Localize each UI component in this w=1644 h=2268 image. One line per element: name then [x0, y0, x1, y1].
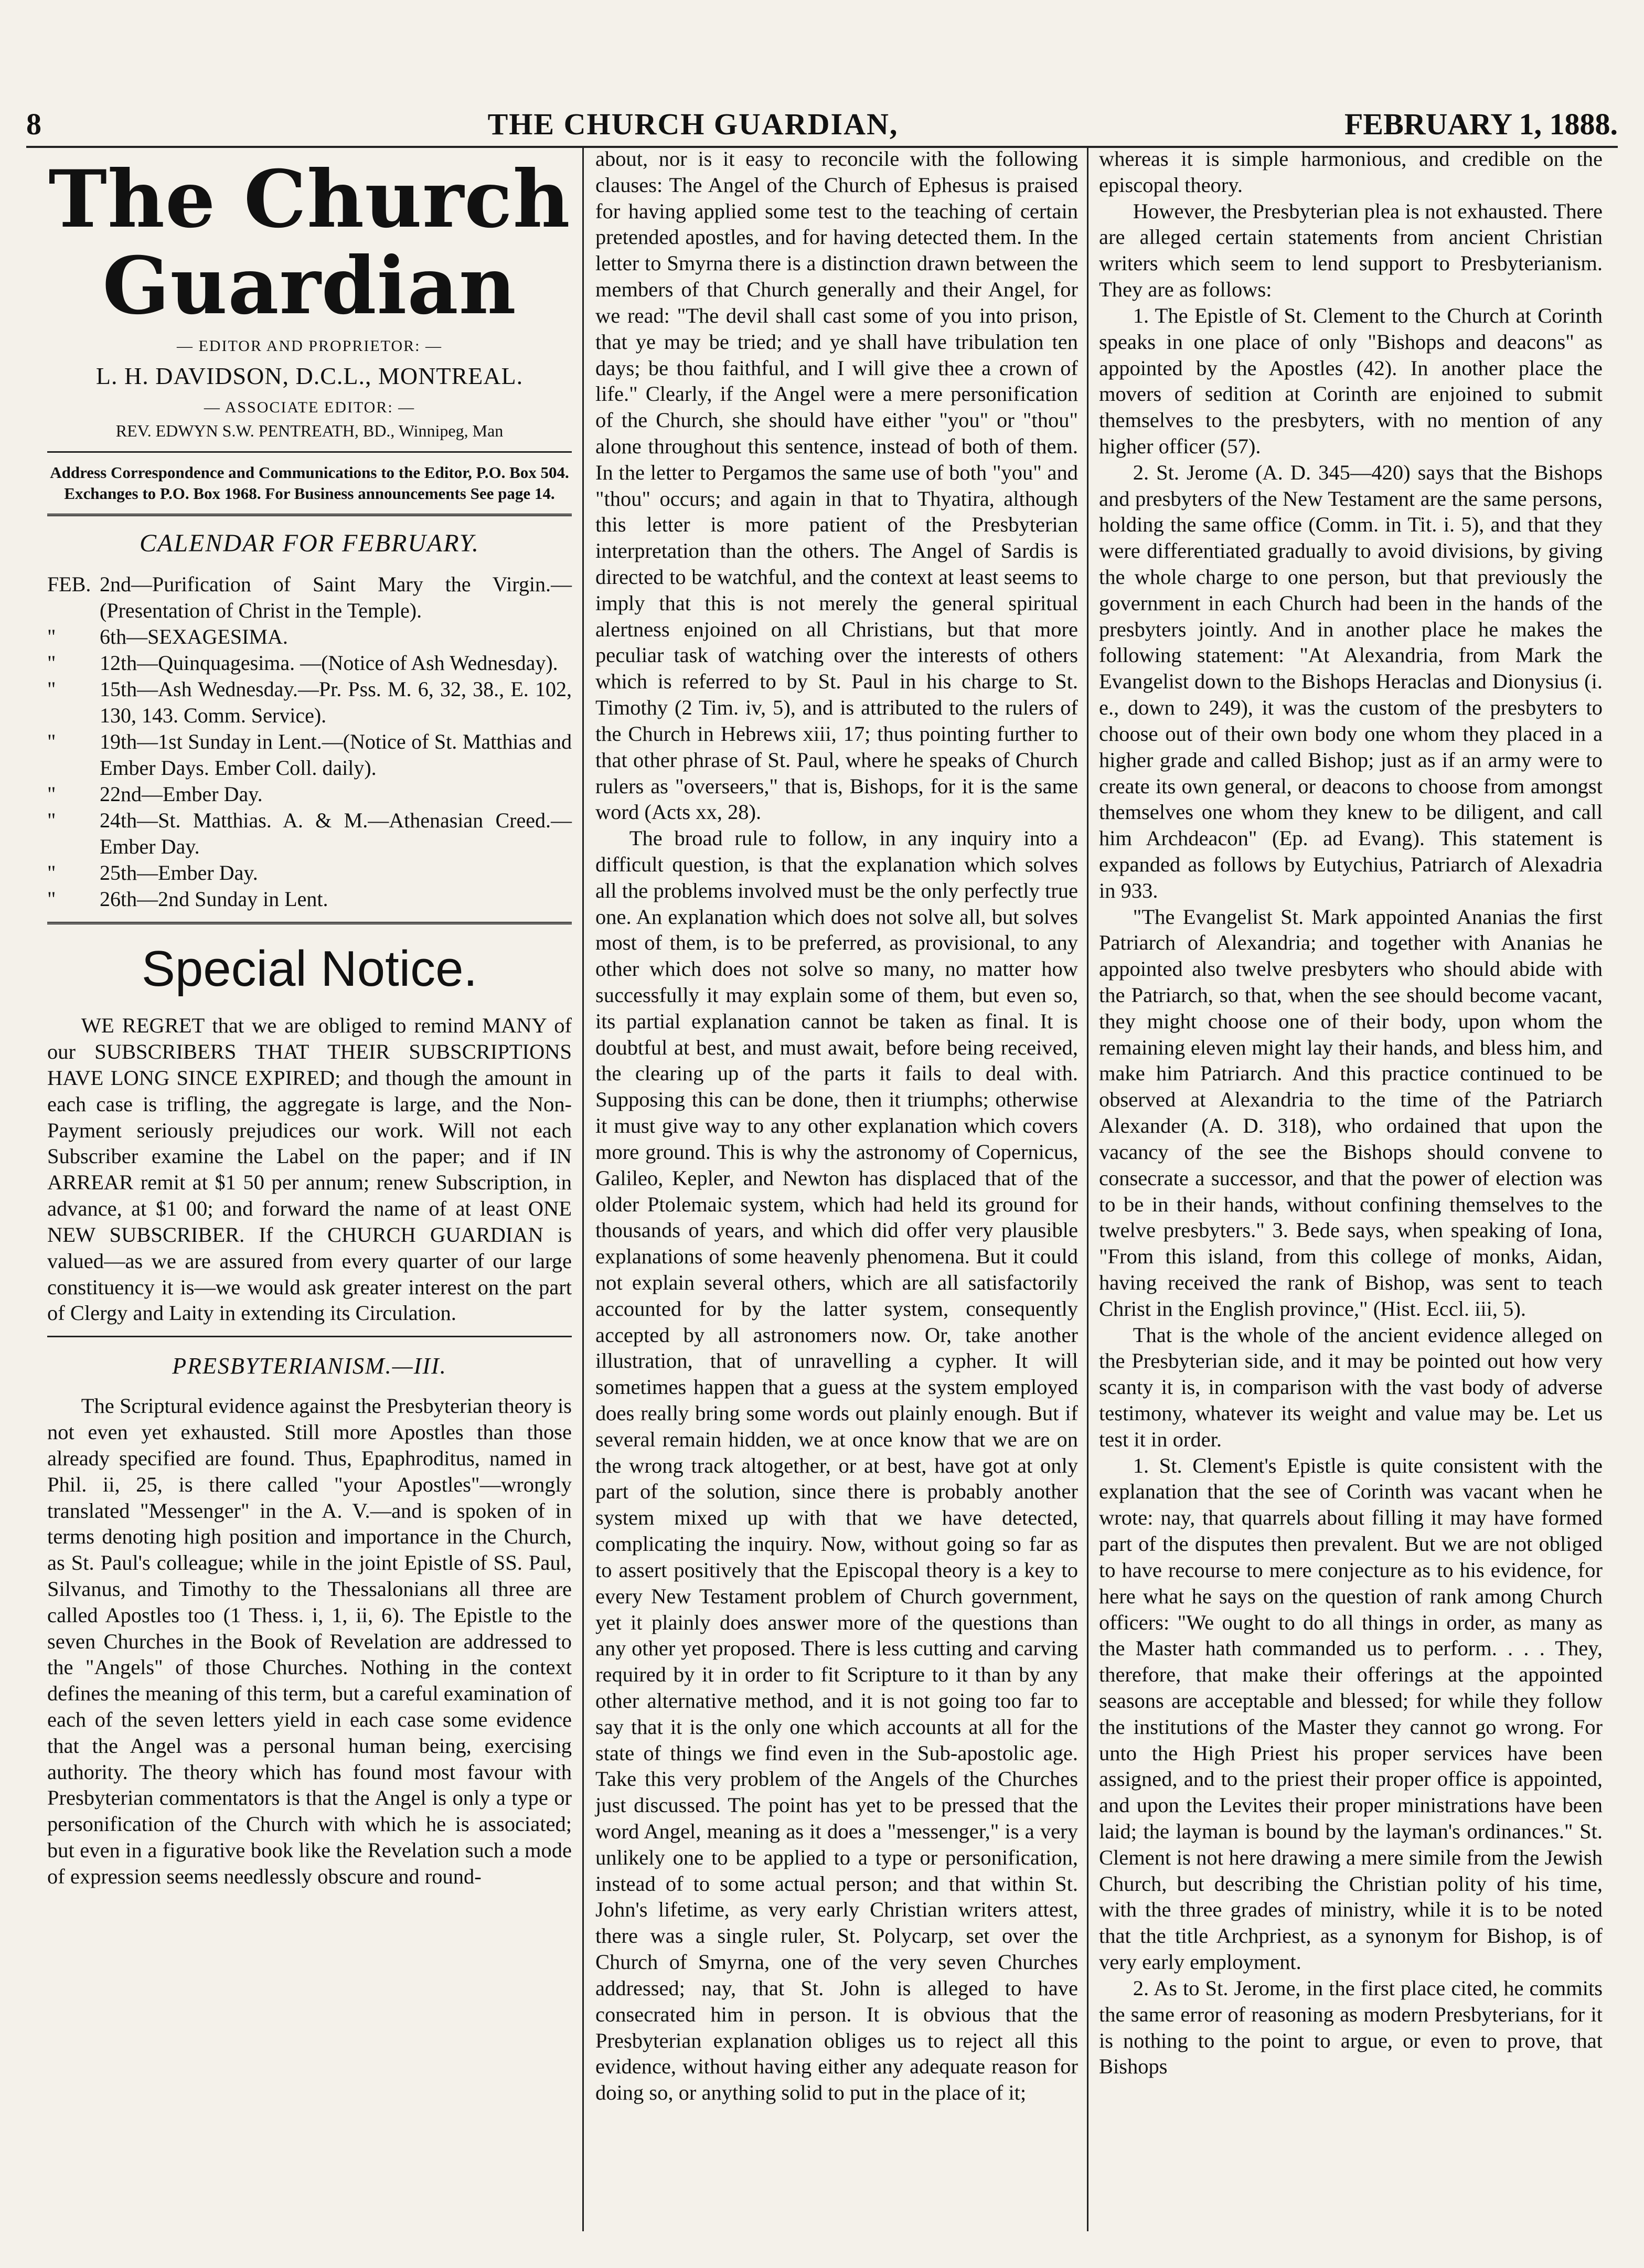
calendar-entry: " 26th—2nd Sunday in Lent.	[47, 887, 328, 911]
divider	[47, 1336, 572, 1337]
article-paragraph: 2. As to St. Jerome, in the first place cited, he commits the same error of reasoning as modern Presbyterians, for it is nothing to the point to argue, or even to prove, that Bishops	[1099, 1976, 1603, 2079]
calendar-entry: " 12th—Quinquagesima. —(Notice of Ash Wednesday).	[47, 651, 558, 675]
article-paragraph: "The Evangelist St. Mark appointed Ananias the first Patriarch of Alexandria; and together with Ananias he appointed also twelve presbyters who should abide with the Patriarch, so that, when the see should become vacant, they might choose one of their body, upon whom the remaining eleven might lay their hands, and bless him, and make him Patriarch. And this practice continued to be observed at Alexandria to the time of the Patriarch Alexander (A. D. 318), who ordained that upon the vacancy of the see the Bishops should convene to consecrate a successor, and that the power of election was to be in their hands, without confining themselves to the twelve presbyters." 3. Bede says, when speaking of Iona, "From this island, from this college of monks, Aidan, having received the rank of Bishop, was sent to teach Christ in the English province," (Hist. Eccl. iii, 5).	[1099, 904, 1603, 1321]
divider	[47, 514, 572, 516]
article-title: PRESBYTERIANISM.—III.	[172, 1353, 447, 1379]
column-rule	[1087, 146, 1088, 2231]
calendar-list	[47, 571, 572, 912]
editor-name: L. H. DAVIDSON, D.C.L., MONTREAL.	[95, 362, 524, 389]
address-notice: Address Correspondence and Communications to the Editor, P.O. Box 504. Exchanges to P.O. Box 1968. For Business announcements See page 14.	[50, 463, 569, 503]
calendar-entry: " 24th—St. Matthias. A. & M.—Athenasian Creed.—Ember Day.	[47, 808, 572, 859]
page-number: 8	[26, 107, 41, 141]
article-paragraph: whereas it is simple harmonious, and credible on the episcopal theory.	[1099, 147, 1603, 197]
article-paragraph: 1. St. Clement's Epistle is quite consistent with the explanation that the see of Corinth was vacant when he wrote: nay, that quarrels about filling it may have formed part of the disputes then prevalent. But we are not obliged to have recourse to mere conjecture as to his evidence, for here what he says on the question of rank among Church officers: "We ought to do all things in order, as many as the Master hath commanded us to perform. . . . They, therefore, that make their offerings at the appointed seasons are acceptable and blessed; for while they follow the institutions of the Master they cannot go wrong. For unto the High Priest his proper services have been assigned, and to the priest their proper office is appointed, and upon the Levites their proper ministrations have been laid; the layman is bound by the layman's ordinances." St. Clement is not here drawing a mere simile from the Jewish Church, but describing the Christian polity of his time, with the three grades of ministry, while it is to be noted that the title Archpriest, as a synonym for Bishop, is of very early employment.	[1099, 1453, 1603, 1974]
assoc-editor-name: REV. EDWYN S.W. PENTREATH, BD., Winnipeg, Man	[115, 421, 504, 441]
issue-date: FEBRUARY 1, 1888.	[1344, 107, 1618, 141]
calendar-entry: " 19th—1st Sunday in Lent.—(Notice of St. Matthias and Ember Days. Ember Coll. daily).	[47, 730, 572, 780]
calendar-title: CALENDAR FOR FEBRUARY.	[140, 529, 479, 558]
calendar-entry: " 15th—Ash Wednesday.—Pr. Pss. M. 6, 32, 38., E. 102, 130, 143. Comm. Service).	[47, 677, 572, 728]
editor-label: — EDITOR AND PROPRIETOR: —	[177, 337, 442, 355]
article-paragraph: 1. The Epistle of St. Clement to the Church at Corinth speaks in one place of only "Bishops and deacons" as appointed by the Apostles (42). In another place the movers of sedition at Corinth are enjoined to submit themselves to the presbyters, with no mention of any higher officer (57).	[1099, 303, 1603, 458]
column-1	[47, 146, 572, 2231]
calendar-entry: " 25th—Ember Day.	[47, 861, 258, 885]
article-paragraph: The Scriptural evidence against the Presbyterian theory is not even yet exhausted. Still more Apostles than those already specified are found. Thus, Epaphroditus, named in Phil. ii, 25, is there called "your Apostles"—wrongly translated "Messenger" in the A. V.—and is spoken of in terms denoting high position and importance in the Church, as St. Paul's colleague; while in the joint Epistle of SS. Paul, Silvanus, and Timothy to the Thessalonians all three are called Apostles too (1 Thess. i, 1, ii, 6). The Epistle to the seven Churches in the Book of Revelation are addressed to the "Angels" of those Churches. Nothing in the context defines the meaning of this term, but a careful examination of each of the seven letters yield in each case some evidence that the Angel was a personal human being, exercising authority. The theory which has found most favour with Presbyterian commentators is that the Angel is only a type or personification of the Church with which he is associated; but even in a figurative book like the Revelation such a mode of expression seems needlessly obscure and round-	[47, 1394, 572, 1888]
paper-name: THE CHURCH GUARDIAN,	[487, 107, 899, 141]
masthead-title: The Church Guardian	[48, 153, 571, 332]
running-header	[26, 84, 1618, 148]
special-notice-title: Special Notice.	[141, 941, 478, 997]
divider	[47, 922, 572, 924]
column-3	[1099, 146, 1603, 2231]
calendar-entry: " 6th—SEXAGESIMA.	[47, 625, 288, 649]
divider	[47, 451, 572, 453]
article-paragraph: That is the whole of the ancient evidence alleged on the Presbyterian side, and it may be pointed out how very scanty it is, in comparison with the vast body of adverse testimony, whatever its weight and value may be. Let us test it in order.	[1099, 1323, 1603, 1451]
article-paragraph: about, nor is it easy to reconcile with the following clauses: The Angel of the Church of Ephesus is praised for having applied some test to the teaching of certain pretended apostles, and for having detected them. In the letter to Smyrna there is a distinction drawn between the members of that Church generally and their Angel, for we read: "The devil shall cast some of you into prison, that ye may be tried; and ye shall have tribulation ten days; be thou faithful, and I will give thee a crown of life." Clearly, if the Angel were a mere personification of the Church, she should have either "you" or "thou" alone throughout this sentence, instead of both of them. In the letter to Pergamos the same use of both "you" and "thou" occurs; and again in that to Thyatira, although this letter is more patient of the Presbyterian interpretation than the others. The Angel of Sardis is directed to be watchful, and the context at least seems to imply that this is not merely the general spiritual alertness enjoined on all Christians, but that more peculiar task of watching over the interests of others which is referred to by St. Paul in his charge to St. Timothy (2 Tim. iv, 5), and is attributed to the rulers of the Church in Hebrews xiii, 17; thus pointing further to that other phrase of St. Paul, where he speaks of Church rulers as "overseers," that is, Bishops, for it is the same word (Acts xx, 28).	[595, 147, 1078, 824]
calendar-entry: " 22nd—Ember Day.	[47, 782, 263, 806]
calendar-entry: FEB. 2nd—Purification of Saint Mary the Virgin.—(Presentation of Christ in the Temple).	[47, 572, 572, 623]
column-rule	[582, 146, 584, 2231]
column-2	[595, 146, 1078, 2231]
assoc-editor-label: — ASSOCIATE EDITOR: —	[204, 399, 415, 417]
special-notice-body: WE REGRET that we are obliged to remind MANY of our SUBSCRIBERS THAT THEIR SUBSCRIPTIONS HAVE LONG SINCE EXPIRED; and though the amount in each case is trifling, the aggregate is large, and the Non-Payment seriously prejudices our work. Will not each Subscriber examine the Label on the paper; and if IN ARREAR remit at $1 50 per annum; renew Subscription, in advance, at $1 00; and forward the name of at least ONE NEW SUBSCRIBER. If the CHURCH GUARDIAN is valued—as we are assured from every quarter of our large constituency it is—we would ask greater interest on the part of Clergy and Laity in extending its Circulation.	[47, 1014, 572, 1325]
article-paragraph: The broad rule to follow, in any inquiry into a difficult question, is that the explanation which solves all the problems involved must be the only perfectly true one. An explanation which does not solve all, but solves most of them, is to be preferred, as provisional, to any other which does not solve so many, no matter how successfully it may explain some of them, but even so, its partial explanation cannot be taken as final. It is doubtful at best, and must await, before being received, the clearing up of the parts it fails to deal with. Supposing this can be done, then it triumphs; otherwise it must give way to any other explanation which covers more ground. This is why the astronomy of Copernicus, Galileo, Kepler, and Newton has displaced that of the older Ptolemaic system, which had held its ground for thousands of years, and which did offer very plausible explanations of some heavenly phenomena. But it could not explain several others, which are all satisfactorily accounted for by the latter system, consequently accepted by all astronomers now. Or, take another illustration, that of unravelling a cypher. It will sometimes happen that a guess at the system employed does really bring some words out plainly enough. But if several remain hidden, we at once know that we are on the wrong track altogether, or at best, have got at only part of the solution, since there is probably another system mixed up with that we have detected, complicating the inquiry. Now, without going so far as to assert positively that the Episcopal theory is a key to every New Testament problem of Church government, yet it plainly does answer more of the questions than any other yet proposed. There is less cutting and carving required by it in order to fit Scripture to it than by any other alternative method, and it is not going too far to say that it is the only one which accounts at all for the state of things we find even in the Sub-apostolic age. Take this very problem of the Angels of the Churches just discussed. The point has yet to be pressed that the word Angel, meaning as it does a "messenger," is a very unlikely one to be applied to a type or personification, instead of to some actual person; and that within St. John's lifetime, as very early Christian writers attest, there was a single ruler, St. Polycarp, set over the Church of Smyrna, one of the very seven Churches addressed; nay, that St. John is alleged to have consecrated him in person. It is obvious that the Presbyterian explanation obliges us to reject all this evidence, without having either any adequate reason for doing so, or anything solid to put in the place of it;	[595, 826, 1078, 2105]
article-paragraph: 2. St. Jerome (A. D. 345—420) says that the Bishops and presbyters of the New Testament are the same persons, holding the same office (Comm. in Tit. i. 5), and that they were differentiated gradually to avoid divisions, by giving the whole charge to one person, but that previously the government in each Church had been in the hands of the presbyters jointly. And in another place he makes the following statement: "At Alexandria, from Mark the Evangelist down to the Bishops Heraclas and Dionysius (i. e., down to 249), it was the custom of the presbyters to choose out of their own body one whom they placed in a higher grade and called Bishop; just as if an army were to create its own general, or deacons to choose from amongst themselves one whom they knew to be diligent, and call him Archdeacon" (Ep. ad Evang). This statement is expanded as follows by Eutychius, Patriarch of Alexadria in 933.	[1099, 460, 1603, 902]
article-paragraph: However, the Presbyterian plea is not exhausted. There are alleged certain statements from ancient Christian writers which seem to lend support to Presbyterianism. They are as follows:	[1099, 199, 1603, 302]
